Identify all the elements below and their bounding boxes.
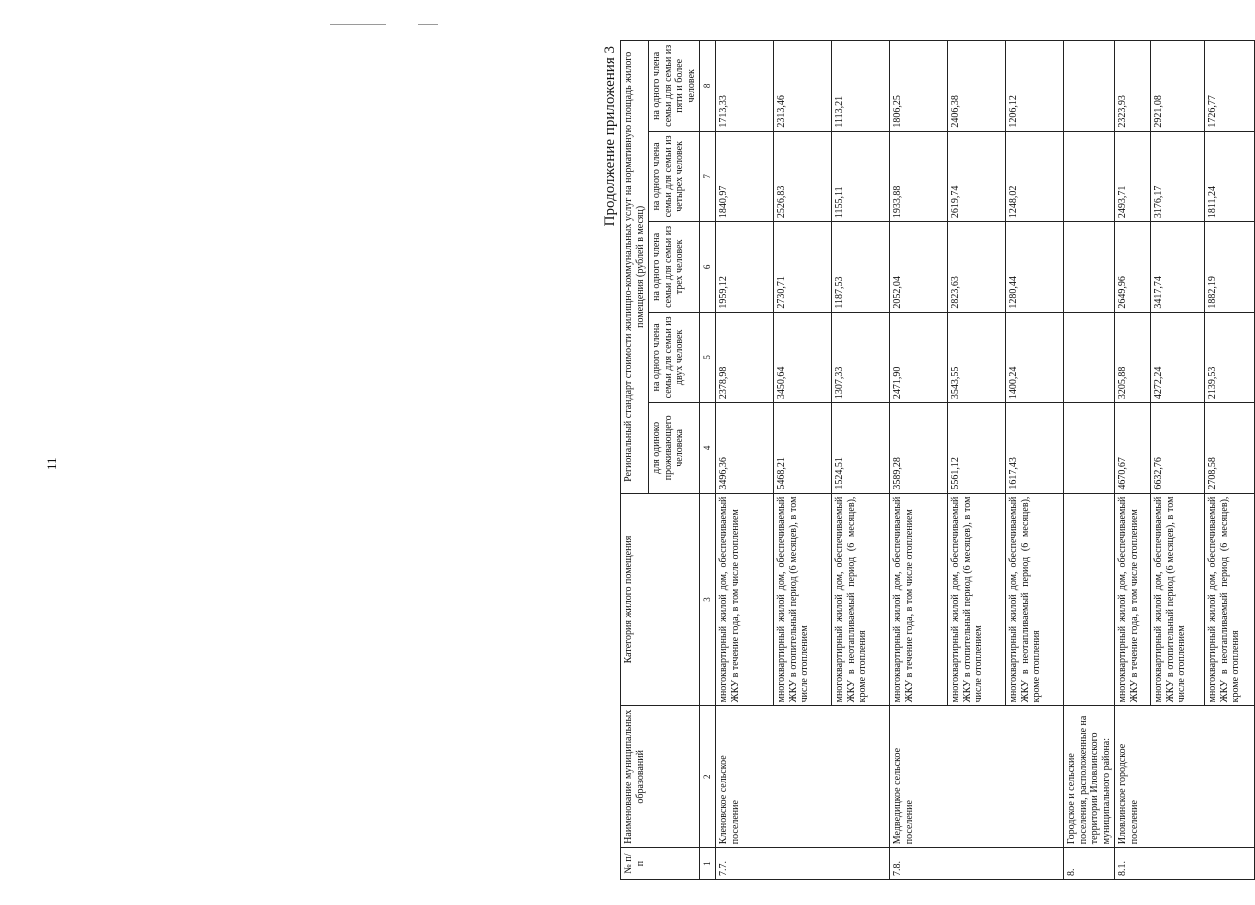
value-cell: 2406,38 [948,41,1006,132]
value-cell: 1726,77 [1205,41,1255,132]
header-category: Категория жилого помещения [621,493,700,706]
value-cell: 1280,44 [1006,222,1064,312]
appendix-title: Продолжение приложения 3 [602,46,618,227]
index-cell: 1 [700,848,716,880]
value-cell: 3450,64 [774,312,832,402]
header-municipality: Наименование муниципальных образований [621,706,700,848]
value-cell: 4272,24 [1151,312,1205,402]
category-cell: многоквартирный жилой дом, обеспечиваемый ЖКУ в неотапливаемый период (6 месяцев), кроме отопления [832,493,890,706]
category-cell: многоквартирный жилой дом, обеспечиваемый ЖКУ в течение года, в том числе отоплением [1115,493,1151,706]
value-cell [1064,222,1115,312]
value-cell: 4670,67 [1115,403,1151,493]
value-cell: 1248,02 [1006,131,1064,221]
category-cell: многоквартирный жилой дом, обеспечиваемый ЖКУ в неотапливаемый период (6 месяцев), кроме отопления [1006,493,1064,706]
category-cell: многоквартирный жилой дом, обеспечиваемый ЖКУ в течение года, в том числе отоплением [890,493,948,706]
subheader-three: на одного члена семьи для семьи из трех человек [649,222,700,312]
index-cell: 7 [700,131,716,221]
table-row [890,41,948,880]
value-cell: 2730,71 [774,222,832,312]
value-cell: 2649,96 [1115,222,1151,312]
value-cell [1064,131,1115,221]
value-cell: 1933,88 [890,131,948,221]
index-cell: 6 [700,222,716,312]
category-cell: многоквартирный жилой дом, обеспечиваемый ЖКУ в отопительный период (6 месяцев), в том числе отоплением [948,493,1006,706]
value-cell [1064,41,1115,132]
category-cell: многоквартирный жилой дом, обеспечиваемый ЖКУ в неотапливаемый период (6 месяцев), кроме отопления [1205,493,1255,706]
value-cell: 1155,11 [832,131,890,221]
value-cell: 1882,19 [1205,222,1255,312]
value-cell: 5561,12 [948,403,1006,493]
municipality-name: Медведицкое сельское поселение [890,706,1064,848]
value-cell: 2921,08 [1151,41,1205,132]
value-cell: 2493,71 [1115,131,1151,221]
value-cell [1064,312,1115,402]
value-cell: 1206,12 [1006,41,1064,132]
value-cell: 1713,33 [716,41,774,132]
value-cell: 3176,17 [1151,131,1205,221]
value-cell: 1187,53 [832,222,890,312]
value-cell: 2526,83 [774,131,832,221]
scan-artifact-line [330,24,386,25]
value-cell: 2823,63 [948,222,1006,312]
value-cell: 3205,88 [1115,312,1151,402]
value-cell: 2052,04 [890,222,948,312]
value-cell: 1811,24 [1205,131,1255,221]
subheader-two: на одного члена семьи для семьи из двух человек [649,312,700,402]
value-cell: 1524,51 [832,403,890,493]
index-cell: 2 [700,706,716,848]
row-num: 8. [1064,848,1115,880]
municipality-name: Иловлинское городское поселение [1115,706,1255,848]
row-num: 7.8. [890,848,1064,880]
row-num: 7.7. [716,848,890,880]
value-cell: 3496,36 [716,403,774,493]
municipality-name: Кленовское сельское поселение [716,706,890,848]
table-row [1115,41,1151,880]
row-num: 8.1. [1115,848,1255,880]
table-row [1064,41,1115,880]
scan-artifact-line-2 [418,24,438,25]
page-number: 11 [44,457,59,470]
value-cell: 1400,24 [1006,312,1064,402]
index-cell: 8 [700,41,716,132]
subheader-five: на одного члена семьи для семьи из пяти и более человек [649,41,700,132]
municipality-name: Городское и сельские поселения, расположенные на территории Иловлинского муниципального района: [1064,706,1115,848]
value-cell: 2471,90 [890,312,948,402]
value-cell: 1840,97 [716,131,774,221]
rotated-page [600,40,1255,880]
category-cell: многоквартирный жилой дом, обеспечиваемый ЖКУ в течение года, в том числе отоплением [716,493,774,706]
category-cell: многоквартирный жилой дом, обеспечиваемый ЖКУ в отопительный период (6 месяцев), в том числе отоплением [1151,493,1205,706]
value-cell: 2378,98 [716,312,774,402]
table-row [716,41,774,880]
value-cell: 2708,58 [1205,403,1255,493]
subheader-four: на одного члена семьи для семьи из четырех человек [649,131,700,221]
value-cell: 2139,53 [1205,312,1255,402]
value-cell: 3543,55 [948,312,1006,402]
value-cell: 2323,93 [1115,41,1151,132]
value-cell: 1617,43 [1006,403,1064,493]
value-cell: 2619,74 [948,131,1006,221]
header-standard: Региональный стандарт стоимости жилищно-коммунальных услуг на нормативную площадь жилого помещения (рублей в месяц) [621,41,649,494]
value-cell: 1307,33 [832,312,890,402]
standards-table [620,40,1255,880]
value-cell: 1113,21 [832,41,890,132]
value-cell: 1806,25 [890,41,948,132]
index-cell: 5 [700,312,716,402]
value-cell: 1959,12 [716,222,774,312]
header-num: № п/п [621,848,700,880]
value-cell: 3417,74 [1151,222,1205,312]
subheader-single: для одиноко проживающего человека [649,403,700,493]
category-cell [1064,493,1115,706]
category-cell: многоквартирный жилой дом, обеспечиваемый ЖКУ в отопительный период (6 месяцев), в том числе отоплением [774,493,832,706]
index-cell: 3 [700,493,716,706]
value-cell: 5468,21 [774,403,832,493]
value-cell: 6632,76 [1151,403,1205,493]
value-cell: 2313,46 [774,41,832,132]
value-cell [1064,403,1115,493]
index-cell: 4 [700,403,716,493]
value-cell: 3589,28 [890,403,948,493]
